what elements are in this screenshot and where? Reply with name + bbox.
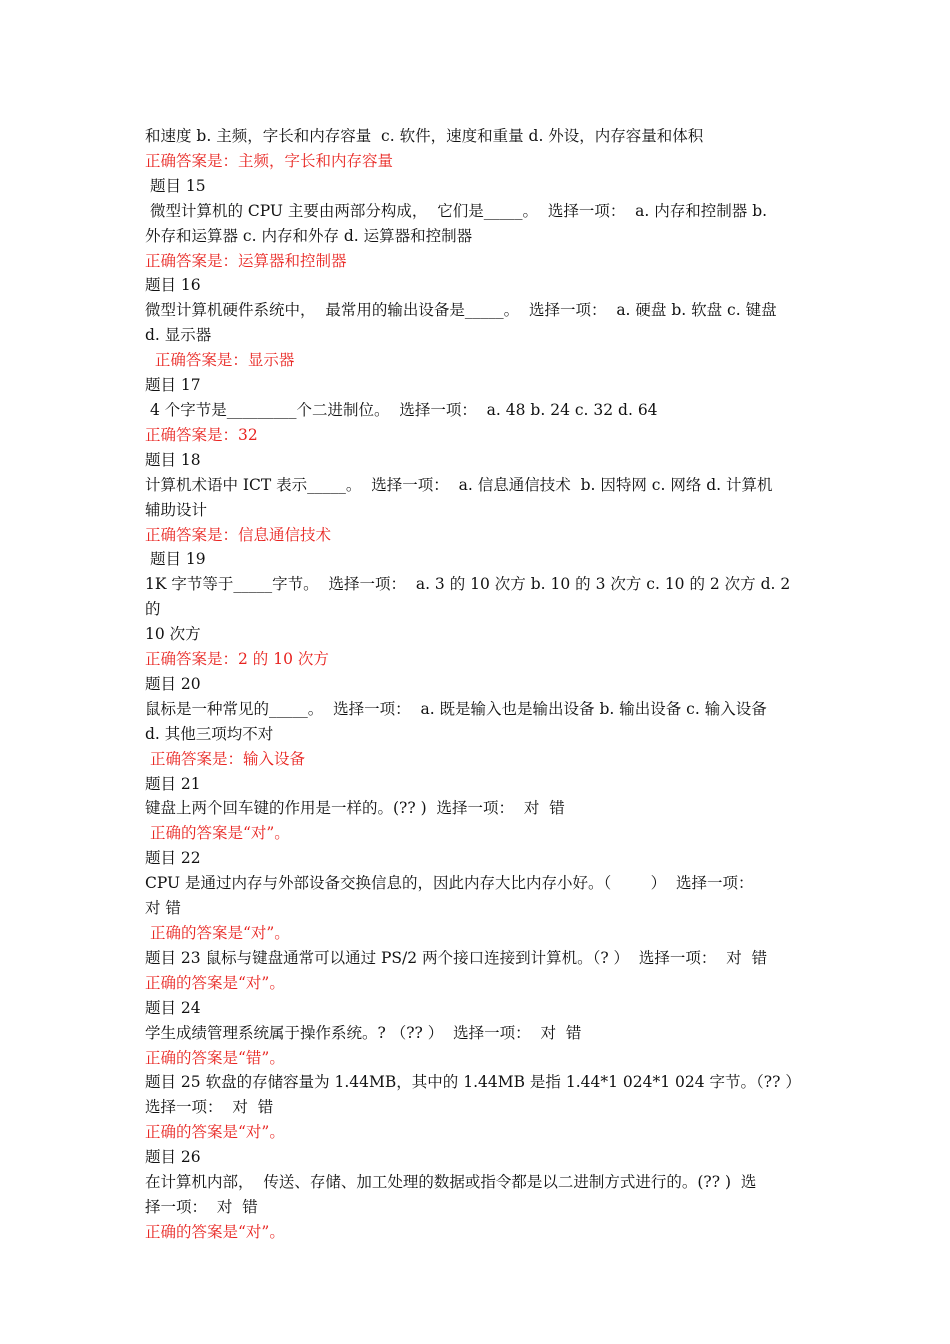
answer-line: 正确的答案是“对”。 (145, 824, 290, 843)
question-line: 学生成绩管理系统属于操作系统。? （?? ） 选择一项： 对 错 (145, 1023, 582, 1042)
question-line: 对 错 (145, 899, 181, 918)
answer-line: 正确答案是：信息通信技术 (145, 525, 332, 544)
question-line: 4 个字节是_________个二进制位。 选择一项： a. 48 b. 24 c. 32 d. 64 (145, 400, 658, 419)
question-line: 题目 24 (145, 998, 201, 1017)
question-line: 题目 21 (145, 774, 201, 793)
answer-line: 正确答案是：32 (145, 425, 258, 444)
answer-line: 正确的答案是“对”。 (145, 1222, 285, 1241)
question-line: 和速度 b. 主频，字长和内存容量 c. 软件，速度和重量 d. 外设，内存容量和体积 (145, 127, 704, 145)
question-line: 10 次方 (145, 625, 201, 644)
question-line: 微型计算机硬件系统中， 最常用的输出设备是_____。 选择一项： a. 硬盘 b. 软盘 c. 键盘 (145, 301, 777, 320)
document-page (145, 124, 810, 1245)
answer-line: 正确的答案是“对”。 (145, 924, 290, 942)
question-line: 题目 17 (145, 376, 201, 395)
answer-line: 正确答案是：2 的 10 次方 (145, 650, 329, 669)
question-line: d. 显示器 (145, 326, 212, 345)
question-line: d. 其他三项均不对 (145, 724, 274, 743)
question-line: 题目 26 (145, 1148, 201, 1167)
question-line: CPU 是通过内存与外部设备交换信息的，因此内存大比内存小好。（ ） 选择一项： (145, 874, 754, 893)
question-line: 外存和运算器 c. 内存和外存 d. 运算器和控制器 (145, 226, 473, 245)
question-line: 键盘上两个回车键的作用是一样的。(?? ) 选择一项： 对 错 (145, 799, 565, 818)
question-line: 微型计算机的 CPU 主要由两部分构成， 它们是_____。 选择一项： a. 内存和控制器 b. (145, 201, 768, 220)
answer-line: 正确的答案是“对”。 (145, 973, 285, 992)
question-line: 1K 字节等于_____字节。 选择一项： a. 3 的 10 次方 b. 10 的 3 次方 c. 10 的 2 次方 d. 2 的 (145, 575, 796, 619)
question-line: 鼠标是一种常见的_____。 选择一项： a. 既是输入也是输出设备 b. 输出设备 c. 输入设备 (145, 699, 767, 718)
question-line: 题目 22 (145, 849, 201, 868)
question-line: 择一项： 对 错 (145, 1197, 258, 1216)
question-line: 题目 18 (145, 450, 201, 469)
question-line: 题目 15 (145, 176, 206, 195)
question-line: 在计算机内部， 传送、存储、加工处理的数据或指令都是以二进制方式进行的。(?? ) 选 (145, 1173, 757, 1192)
answer-line: 正确的答案是“错”。 (145, 1048, 285, 1067)
question-line: 题目 19 (145, 550, 206, 569)
answer-line: 正确答案是：输入设备 (145, 749, 305, 768)
answer-line: 正确答案是：运算器和控制器 (145, 251, 347, 270)
question-line: 计算机术语中 ICT 表示_____。 选择一项： a. 信息通信技术 b. 因特网 c. 网络 d. 计算机 (145, 475, 773, 494)
question-line: 题目 16 (145, 276, 201, 295)
question-line: 题目 25 软盘的存储容量为 1.44MB，其中的 1.44MB 是指 1.44*1 024*1 024 字节。（?? ） (145, 1073, 801, 1092)
question-line: 辅助设计 (145, 500, 208, 519)
question-line: 选择一项： 对 错 (145, 1098, 274, 1117)
question-line: 题目 23 鼠标与键盘通常可以通过 PS/2 两个接口连接到计算机。（? ） 选择一项： 对 错 (145, 948, 768, 967)
answer-line: 正确答案是：主频，字长和内存容量 (145, 151, 394, 170)
answer-line: 正确答案是：显示器 (145, 351, 295, 370)
answer-line: 正确的答案是“对”。 (145, 1123, 285, 1142)
question-line: 题目 20 (145, 674, 201, 693)
